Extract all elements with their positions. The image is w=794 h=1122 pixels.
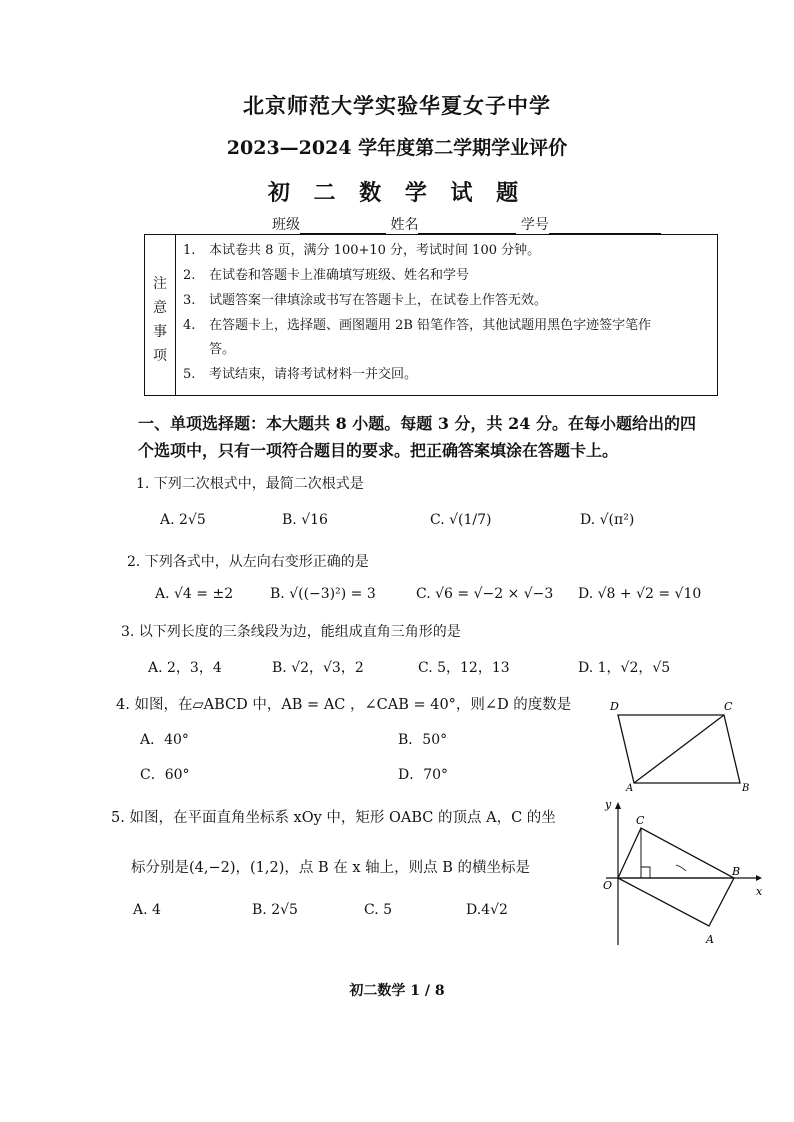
page-footer: 初二数学 1 / 8 bbox=[349, 983, 445, 999]
right-angle-mark bbox=[641, 867, 650, 878]
vertex-label-a: A bbox=[626, 783, 634, 794]
vertex-label-d: D bbox=[610, 700, 619, 713]
q5-option-b: B. 2√5 bbox=[252, 902, 298, 918]
angle-mark bbox=[676, 865, 686, 871]
exam-title: 初 二 数 学 试 题 bbox=[267, 180, 527, 206]
question-5-stem-line1: 5. 如图，在平面直角坐标系 xOy 中，矩形 OABC 的顶点 A，C 的坐 bbox=[111, 810, 556, 826]
q2-option-d: D. √8 + √2 = √10 bbox=[578, 586, 702, 602]
q2-option-a: A. √4 = ±2 bbox=[155, 586, 234, 602]
q5-option-a: A. 4 bbox=[133, 902, 161, 918]
q4-option-d: D．70° bbox=[398, 767, 449, 783]
point-label-b: B bbox=[732, 865, 741, 878]
q1-option-a: A. 2√5 bbox=[160, 512, 206, 528]
id-label: 学号 bbox=[520, 217, 549, 233]
point-label-o: O bbox=[603, 879, 613, 892]
q3-option-a: A. 2，3，4 bbox=[148, 660, 222, 676]
name-blank bbox=[418, 219, 516, 234]
section-1-heading: 一、单项选择题：本大题共 8 小题。每题 3 分，共 24 分。在每小题给出的四 个选项中，只有一项符合题目的要求。把正确答案填涂在答题卡上。 bbox=[138, 414, 696, 460]
question-5-stem-line2: 标分别是(4,−2)，(1,2)，点 B 在 x 轴上，则点 B 的横坐标是 bbox=[131, 860, 531, 876]
q3-option-b: B. √2，√3，2 bbox=[272, 660, 364, 676]
q1-option-c: C. √(1/7) bbox=[430, 512, 492, 528]
notice-label-char: 项 bbox=[153, 348, 167, 364]
notice-label bbox=[145, 235, 176, 395]
class-blank bbox=[300, 219, 386, 234]
q4-option-a: A．40° bbox=[140, 732, 189, 748]
notice-item: 5. 考试结束，请将考试材料一并交回。 bbox=[183, 367, 418, 382]
q4-option-b: B．50° bbox=[398, 732, 448, 748]
name-label: 姓名 bbox=[390, 217, 419, 233]
q5-option-d: D.4√2 bbox=[466, 902, 508, 918]
question-3-stem: 3. 以下列长度的三条线段为边，能组成直角三角形的是 bbox=[121, 624, 461, 640]
question-2-stem: 2. 下列各式中，从左向右变形正确的是 bbox=[127, 554, 369, 570]
q2-option-c: C. √6 = √−2 × √−3 bbox=[416, 586, 554, 602]
class-label: 班级 bbox=[272, 217, 300, 233]
notice-item: 1. 本试卷共 8 页，满分 100+10 分，考试时间 100 分钟。 bbox=[183, 243, 541, 258]
question-4-stem: 4. 如图，在▱ABCD 中，AB = AC ，∠CAB = 40°，则∠D 的度数是 bbox=[116, 697, 572, 713]
q1-option-d: D. √(π²) bbox=[580, 512, 635, 528]
point-label-c: C bbox=[636, 814, 645, 827]
notice-label-char: 意 bbox=[153, 300, 167, 316]
question-1-stem: 1. 下列二次根式中，最简二次根式是 bbox=[136, 476, 364, 492]
vertex-label-b: B bbox=[742, 783, 750, 794]
axis-label-y: y bbox=[605, 798, 612, 811]
notice-box bbox=[144, 234, 718, 396]
notice-item: 答。 bbox=[209, 342, 236, 357]
term-title: 2023—2024 学年度第二学期学业评价 bbox=[226, 137, 568, 159]
q4-option-c: C．60° bbox=[140, 767, 190, 783]
vertex-label-c: C bbox=[724, 700, 733, 713]
coordinate-figure bbox=[596, 795, 771, 950]
id-blank bbox=[549, 219, 661, 234]
notice-item: 3. 试题答案一律填涂或书写在答题卡上，在试卷上作答无效。 bbox=[183, 293, 548, 308]
notice-label-char: 事 bbox=[153, 324, 167, 340]
rectangle-oabc bbox=[618, 828, 734, 926]
diagonal-ac bbox=[634, 715, 724, 783]
q2-option-b: B. √((−3)²) = 3 bbox=[270, 586, 376, 602]
q3-option-d: D. 1，√2，√5 bbox=[578, 660, 671, 676]
notice-item: 4. 在答题卡上，选择题、画图题用 2B 铅笔作答，其他试题用黑色字迹签字笔作 bbox=[183, 318, 652, 333]
q5-option-c: C. 5 bbox=[364, 902, 393, 918]
notice-item: 2. 在试卷和答题卡上准确填写班级、姓名和学号 bbox=[183, 268, 470, 283]
y-axis-arrow bbox=[615, 802, 621, 809]
q1-option-b: B. √16 bbox=[282, 512, 328, 528]
parallelogram-figure bbox=[600, 695, 760, 795]
x-axis-arrow bbox=[756, 875, 762, 881]
notice-label-char: 注 bbox=[153, 276, 167, 292]
student-info-line bbox=[272, 214, 661, 234]
axis-label-x: x bbox=[756, 885, 763, 898]
point-label-a: A bbox=[706, 933, 714, 946]
school-title: 北京师范大学实验华夏女子中学 bbox=[243, 93, 551, 118]
q3-option-c: C. 5，12，13 bbox=[418, 660, 510, 676]
